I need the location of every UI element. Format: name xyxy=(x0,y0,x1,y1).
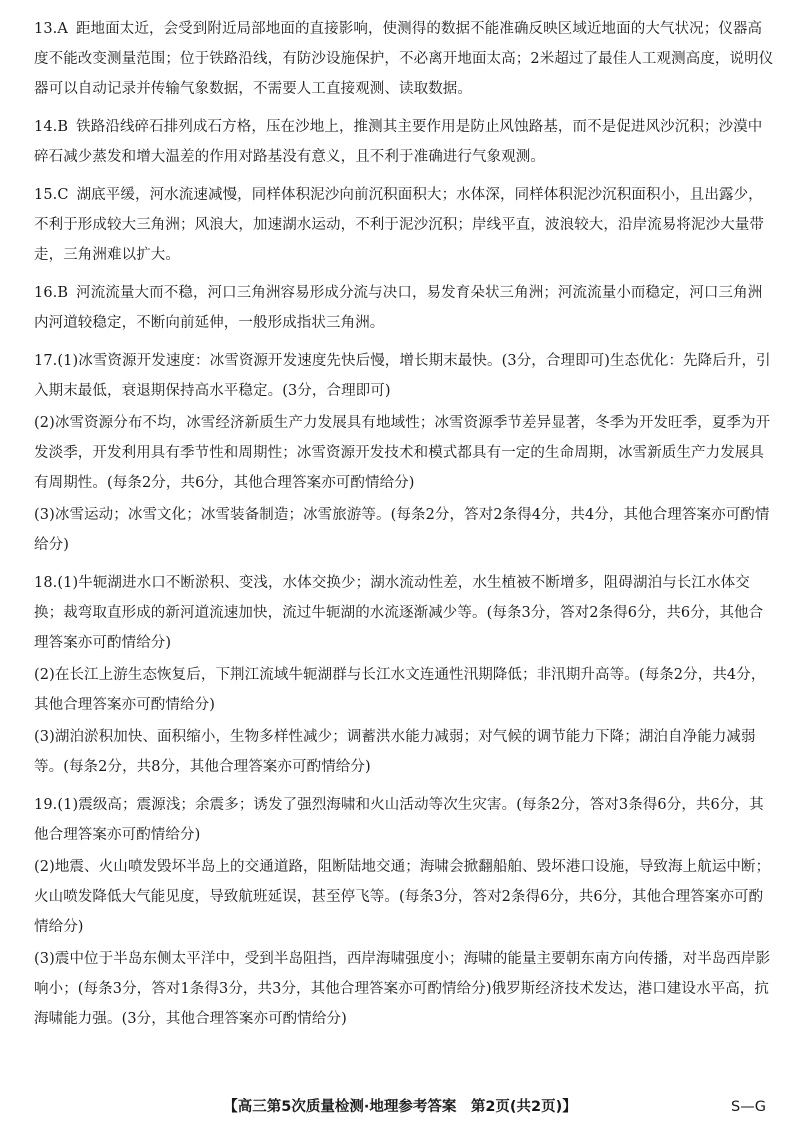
sub-answer-3: (3)湖泊淤积加快、面积缩小，生物多样性减少；调蓄洪水能力减弱；对气候的调节能力下降；湖泊自净能力减弱等。(每条2分，共8分，其他合理答案亦可酌情给分) xyxy=(34,729,756,775)
sub-answer-1: (1)冰雪资源开发速度：冰雪资源开发速度先快后慢，增长期末最快。(3分，合理即可)生态优化：先降后升，引入期末最低，衰退期保持高水平稳定。(3分，合理即可) xyxy=(34,353,771,399)
question-number: 16. xyxy=(34,285,58,301)
sub-answer-2: (2)地震、火山喷发毁坏半岛上的交通道路，阻断陆地交通；海啸会掀翻船舶、毁坏港口设施，导致海上航运中断；火山喷发降低大气能见度，导致航班延误，甚至停飞等。(每条3分，答对2条得6分，共6分，其他合理答案亦可酌情给分) xyxy=(34,859,771,935)
subject-code: S—G xyxy=(731,1099,766,1115)
sub-answer-2: (2)冰雪资源分布不均，冰雪经济新质生产力发展具有地域性；冰雪资源季节差异显著，冬季为开发旺季，夏季为开发淡季，开发利用具有季节性和周期性；冰雪资源开发技术和模式都具有一定的生命周期，冰雪新质生产力发展具有周期性。(每条2分，共6分，其他合理答案亦可酌情给分) xyxy=(34,415,771,491)
question-number: 19. xyxy=(34,797,58,813)
answer-item-17 xyxy=(34,346,776,560)
answer-item-19 xyxy=(34,790,776,1034)
answer-item-13 xyxy=(34,14,776,104)
answer-item-16 xyxy=(34,278,776,338)
sub-answer-1: (1)牛轭湖进水口不断淤积、变浅，水体交换少；湖水流动性差，水生植被不断增多，阻碍湖泊与长江水体交换；裁弯取直形成的新河道流速加快，流过牛轭湖的水流逐渐减少等。(每条3分，答对2条得6分，共6分，其他合理答案亦可酌情给分) xyxy=(34,575,764,651)
answer-item-18 xyxy=(34,568,776,782)
question-number: 18. xyxy=(34,575,58,591)
explanation-text: 河流流量大而不稳，河口三角洲容易形成分流与决口，易发育朵状三角洲；河流流量小而稳定，河口三角洲内河道较稳定，不断向前延伸，一般形成指状三角洲。 xyxy=(34,285,763,331)
answer-choice: C xyxy=(57,187,69,203)
explanation-text: 湖底平缓，河水流速减慢，同样体积泥沙向前沉积面积大；水体深，同样体积泥沙沉积面积小，且出露少，不利于形成较大三角洲；风浪大，加速湖水运动，不利于泥沙沉积；岸线平直，波浪较大，沿岸流易将泥沙大量带走，三角洲难以扩大。 xyxy=(34,187,764,263)
answer-item-15 xyxy=(34,180,776,270)
question-number: 13. xyxy=(34,21,58,37)
answer-choice: B xyxy=(57,119,69,135)
sub-answer-1: (1)震级高；震源浅；余震多；诱发了强烈海啸和火山活动等次生灾害。(每条2分，答对3条得6分，共6分，其他合理答案亦可酌情给分) xyxy=(34,797,764,843)
question-number: 17. xyxy=(34,353,58,369)
explanation-text: 距地面太近，会受到附近局部地面的直接影响，使测得的数据不能准确反映区域近地面的大气状况；仪器高度不能改变测量范围；位于铁路沿线，有防沙设施保护，不必离开地面太高；2米超过了最佳人工观测高度，说明仪器可以自动记录并传输气象数据，不需要人工直接观测、读取数据。 xyxy=(34,21,774,97)
sub-answer-3: (3)冰雪运动；冰雪文化；冰雪装备制造；冰雪旅游等。(每条2分，答对2条得4分，共4分，其他合理答案亦可酌情给分) xyxy=(34,507,770,553)
sub-answer-3: (3)震中位于半岛东侧太平洋中，受到半岛阻挡，西岸海啸强度小；海啸的能量主要朝东南方向传播，对半岛西岸影响小；(每条3分，答对1条得3分，共3分，其他合理答案亦可酌情给分)俄罗斯经济技术发达，港口建设水平高，抗海啸能力强。(3分，其他合理答案亦可酌情给分) xyxy=(34,951,771,1027)
page-footer xyxy=(0,1094,800,1120)
question-number: 14. xyxy=(34,119,58,135)
explanation-text: 铁路沿线碎石排列成石方格，压在沙地上，推测其主要作用是防止风蚀路基，而不是促进风沙沉积；沙漠中碎石减少蒸发和增大温差的作用对路基没有意义，且不利于准确进行气象观测。 xyxy=(34,119,763,165)
footer-title: 【高三第5次质量检测·地理参考答案 第2页(共2页)】 xyxy=(223,1099,577,1115)
answer-choice: B xyxy=(57,285,69,301)
answer-item-14 xyxy=(34,112,776,172)
answer-choice: A xyxy=(57,21,68,37)
question-number: 15. xyxy=(34,187,58,203)
sub-answer-2: (2)在长江上游生态恢复后，下荆江流域牛轭湖群与长江水文连通性汛期降低；非汛期升高等。(每条2分，共4分，其他合理答案亦可酌情给分) xyxy=(34,667,766,713)
answer-sheet xyxy=(34,14,776,1042)
